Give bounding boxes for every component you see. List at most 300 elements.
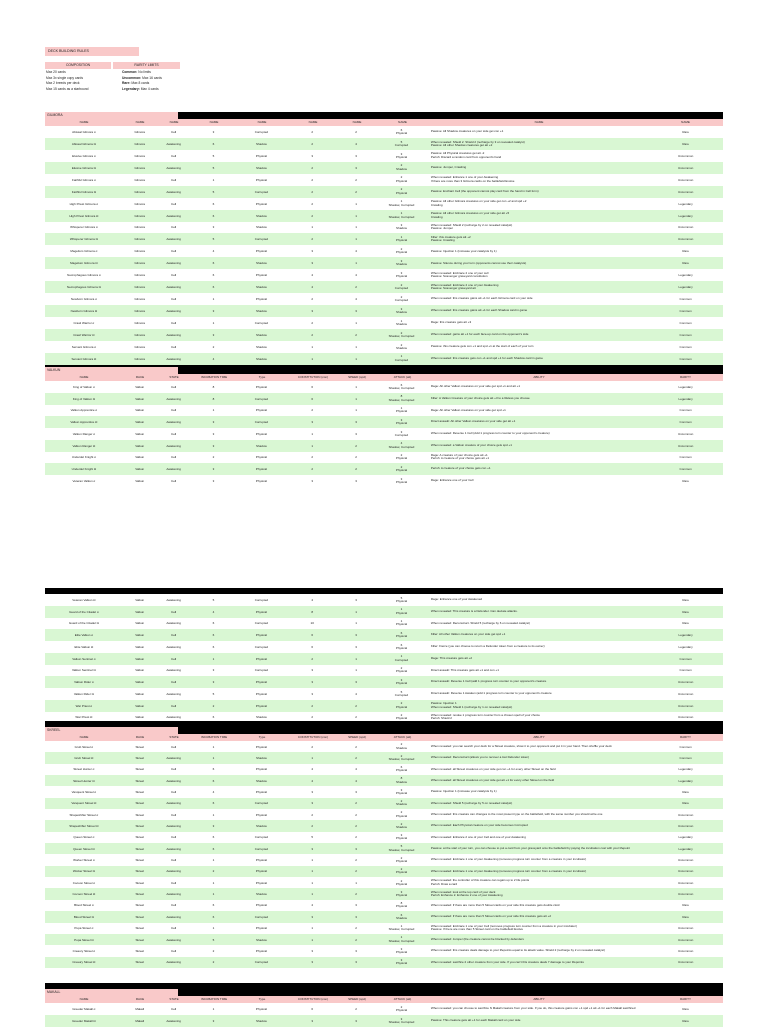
cell-race: Valkun bbox=[135, 609, 145, 614]
cell-attack: 2 Shadow bbox=[396, 164, 407, 171]
cell-type: Physical bbox=[255, 703, 267, 708]
cell-rarity: Uncommon bbox=[677, 237, 694, 242]
cell-constitution: 2 bbox=[311, 201, 314, 206]
cell-type: Corrupted bbox=[254, 835, 269, 840]
cell-ability: Passive: Jumper, Crawling bbox=[430, 166, 467, 170]
cell-name: Crawl Warrior Ω bbox=[73, 332, 95, 337]
cell-rarity: Uncommon bbox=[677, 703, 694, 708]
cell-attack: 3 Shadow, Corrupted bbox=[388, 1017, 415, 1024]
cell-name: Abissal Gilmora α bbox=[72, 129, 96, 134]
composition-list bbox=[46, 70, 112, 92]
cell-speed: 3 bbox=[355, 960, 357, 965]
cell-constitution: 1 bbox=[311, 443, 314, 448]
cell-incubation: 6 bbox=[212, 835, 215, 840]
cell-state: Cell bbox=[171, 812, 177, 817]
cell-constitution: 2 bbox=[311, 320, 314, 325]
cell-ability: Passive: All Physical creatures get att -2 Perish: Discard a random card from opponent's hand bbox=[430, 152, 502, 159]
cell-ability: When revealed: this creature gains att +1 for each Gilmora card on your side bbox=[430, 297, 533, 301]
cell-rarity: Legendary bbox=[678, 633, 693, 638]
cell-rarity: Common bbox=[679, 332, 692, 337]
cell-constitution: 3 bbox=[311, 691, 314, 696]
column-header-speed: SPEED (spd) bbox=[348, 375, 366, 379]
table-row bbox=[45, 854, 723, 865]
cell-ability: Passive: Injection 1 (increase your catalysts by 1) bbox=[430, 249, 497, 253]
cell-type: Shadow bbox=[255, 261, 267, 266]
cell-constitution: 2 bbox=[311, 715, 314, 720]
cell-type: Shadow bbox=[255, 213, 267, 218]
cell-race: Gilmora bbox=[134, 189, 145, 194]
cell-type: Shadow bbox=[255, 937, 267, 942]
cell-incubation: 6 bbox=[212, 801, 215, 806]
cell-constitution: 6 bbox=[311, 396, 314, 401]
cell-name: Veteran Valkun α bbox=[72, 478, 96, 483]
cell-race: Skreel bbox=[135, 790, 144, 795]
column-header-row bbox=[45, 996, 723, 1003]
cell-speed: 4 bbox=[355, 273, 357, 278]
cell-state: Cell bbox=[171, 129, 177, 134]
cell-state: Awakening bbox=[166, 420, 181, 425]
table-row bbox=[45, 138, 723, 150]
cell-speed: 2 bbox=[355, 467, 357, 472]
cell-speed: 4 bbox=[355, 141, 357, 146]
cell-type: Corrupted bbox=[254, 668, 269, 673]
cell-ability: Killer: Fierce (you can choose to return a Defender token from a creature to its owner) bbox=[430, 645, 545, 649]
cell-constitution: 2 bbox=[311, 177, 314, 182]
cell-type: Physical bbox=[255, 384, 267, 389]
cell-ability: Perish: A creature of your choice gets con +1 bbox=[430, 467, 491, 471]
section-label: GILMORA bbox=[45, 112, 723, 119]
cell-ability: When revealed: Each Physical creature on your side becomes Corrupted bbox=[430, 824, 528, 828]
cell-ability: Passive: All other Gilmora creatures on your side get att +5 Crawling bbox=[430, 212, 510, 219]
cell-state: Awakening bbox=[166, 937, 181, 942]
column-header-constitution: CONSTITUTION (con) bbox=[297, 375, 329, 379]
table-row bbox=[45, 162, 723, 174]
cell-name: Creaury Skreel α bbox=[72, 948, 96, 953]
table-row bbox=[45, 393, 723, 405]
cell-speed: 1 bbox=[355, 621, 357, 626]
cell-ability: Passive: All Shadow creatures on your side get con +1 bbox=[430, 130, 504, 134]
cell-speed: 1 bbox=[355, 356, 357, 361]
column-header-state: STATE bbox=[169, 997, 179, 1001]
cell-speed: 3 bbox=[355, 680, 357, 685]
cell-state: Awakening bbox=[166, 846, 181, 851]
cell-race: Skreel bbox=[135, 960, 144, 965]
cell-incubation: 6 bbox=[212, 715, 215, 720]
cell-speed: 3 bbox=[355, 790, 357, 795]
cell-state: Awakening bbox=[166, 189, 181, 194]
cell-incubation: 5 bbox=[212, 165, 215, 170]
cell-rarity: Uncommon bbox=[677, 680, 694, 685]
cell-race: Gilmora bbox=[134, 309, 145, 314]
cell-constitution: 2 bbox=[311, 824, 314, 829]
cell-attack: 3 Physical bbox=[395, 152, 408, 159]
table-row bbox=[45, 957, 723, 968]
cell-type: Physical bbox=[255, 177, 267, 182]
cell-constitution: 4 bbox=[311, 778, 314, 783]
cell-rarity: Common bbox=[679, 344, 692, 349]
cell-rarity: Uncommon bbox=[677, 926, 694, 931]
column-header-race: RACE bbox=[135, 375, 145, 379]
cell-ability: When revealed: Reconstruct. Shield 5 (recharge by 6 on revealed catalyst) bbox=[430, 621, 530, 625]
column-header-attack: NAME bbox=[398, 120, 407, 124]
cell-constitution: 2 bbox=[311, 656, 314, 661]
cell-type: Physical bbox=[255, 609, 267, 614]
cell-race: Gilmora bbox=[134, 344, 145, 349]
cell-constitution: 2 bbox=[311, 332, 314, 337]
table-row bbox=[45, 843, 723, 854]
cell-attack: 1 Shadow, Corrupted bbox=[388, 200, 415, 207]
cell-incubation: 1 bbox=[212, 744, 215, 749]
cell-ability: When revealed: sacrifice 2 other creature from your side. If you can't this creature deals 7 damage to your lifepoints bbox=[430, 960, 584, 964]
cell-race: Valkun bbox=[135, 715, 145, 720]
cell-type: Corrupted bbox=[254, 597, 269, 602]
cell-speed: 1 bbox=[355, 320, 357, 325]
cell-ability: When revealed: Shield 2 (recharge by 2 on revealed catalyst) Passive: Jumper bbox=[430, 224, 513, 231]
cell-rarity: Uncommon bbox=[677, 443, 694, 448]
cell-speed: 2 bbox=[355, 801, 357, 806]
cell-state: Awakening bbox=[166, 356, 181, 361]
cell-incubation: 1 bbox=[212, 756, 215, 761]
cell-ability: When revealed: Shield 5 (recharge by 5 on revealed catalyst) bbox=[430, 801, 513, 805]
column-header-speed: NAME bbox=[352, 120, 362, 124]
cell-name: Elite Valkun α bbox=[74, 633, 93, 638]
column-header-ability: ABILITY bbox=[533, 735, 545, 739]
cell-state: Cell bbox=[171, 431, 177, 436]
cell-type: Physical bbox=[255, 455, 267, 460]
column-header-attack: ATTACK (att) bbox=[393, 997, 412, 1001]
cell-race: Gilmora bbox=[134, 356, 145, 361]
cell-constitution: 4 bbox=[311, 597, 314, 602]
cell-state: Cell bbox=[171, 177, 177, 182]
cell-state: Cell bbox=[171, 478, 177, 483]
cell-name: Faithful Gilmora Ω bbox=[71, 189, 96, 194]
cell-incubation: 3 bbox=[212, 129, 215, 134]
cell-state: Awakening bbox=[166, 621, 181, 626]
cell-rarity: Uncommon bbox=[677, 225, 694, 230]
composition-rule: Max 15 cards as a starbound bbox=[46, 86, 89, 91]
cell-incubation: 3 bbox=[212, 309, 215, 314]
cell-ability: When revealed: Embrace 1 one of your Cell (removes progress turn counter from a creature in your incubator) Passive: If there are more than 5 Skreel card on the battlefield Evolve bbox=[430, 924, 577, 932]
cell-ability: Rage: All other Valkun creatures on your side get spd +1 bbox=[430, 408, 506, 412]
table-row bbox=[45, 245, 723, 257]
cell-state: Cell bbox=[171, 408, 177, 413]
cell-rarity: Rare bbox=[682, 914, 689, 919]
cell-ability: Passive: Enchant Cell (the opponent cannot play card from the hand in Cell form) bbox=[430, 189, 539, 193]
cell-name: Elusive Gilmora Ω bbox=[71, 165, 96, 170]
cell-speed: 4 bbox=[355, 297, 357, 302]
deck-building-rules-title: DECK BUILDING RULES bbox=[45, 47, 139, 56]
cell-incubation: 6 bbox=[212, 778, 215, 783]
table-row bbox=[45, 665, 723, 677]
cell-type: Physical bbox=[255, 408, 267, 413]
cell-type: Corrupted bbox=[254, 846, 269, 851]
column-header-race: RACE bbox=[135, 735, 145, 739]
cell-type: Physical bbox=[255, 691, 267, 696]
cell-ability: When revealed: This creature is a Defender. Can deviate attacks. bbox=[430, 609, 518, 613]
cell-speed: 2 bbox=[355, 937, 357, 942]
cell-ability: Passive: Injection 1 When revealed: Shield 1 (recharge by 1 on revealed catalyst) bbox=[430, 702, 513, 709]
cell-attack: 3 Corrupted bbox=[394, 430, 409, 437]
cell-incubation: 1 bbox=[212, 858, 215, 863]
cell-constitution: 10 bbox=[310, 621, 314, 626]
cell-constitution: 3 bbox=[311, 668, 314, 673]
cell-rarity: Uncommon bbox=[677, 177, 694, 182]
cell-type: Shadow bbox=[255, 285, 267, 290]
cell-name: Vanquent Skreel Ω bbox=[71, 801, 97, 806]
cell-state: Awakening bbox=[166, 467, 181, 472]
cell-speed: 1 bbox=[355, 225, 357, 230]
cell-attack: 2 Shadow bbox=[396, 343, 407, 350]
cell-ability: When revealed: this creature deals damage to your lifepoints equal to its attack value. Shield 2 (recharge by 2 on revealed catalyst) bbox=[430, 949, 605, 953]
cell-name: Creaury Skreel Ω bbox=[72, 960, 96, 965]
cell-type: Physical bbox=[255, 431, 267, 436]
cell-race: Valkun bbox=[135, 668, 145, 673]
cell-speed: 2 bbox=[355, 703, 357, 708]
column-header-type: Type bbox=[258, 997, 266, 1001]
cell-race: Valkun bbox=[135, 443, 145, 448]
cell-rarity: Rare bbox=[682, 249, 689, 254]
table-row bbox=[45, 210, 723, 222]
column-header-rarity: RARITY bbox=[679, 375, 691, 379]
cell-constitution: 3 bbox=[311, 680, 314, 685]
table-row bbox=[45, 866, 723, 877]
cell-ability: When revealed: Enhance 1 one of your Awakening If there are more than 3 Gilmora cards on the battlefield Evolve bbox=[430, 176, 515, 183]
cell-attack: 1 Shadow, Corrupted bbox=[388, 212, 415, 219]
cell-attack: 1 Corrupted bbox=[394, 355, 409, 362]
cell-ability: When revealed: Reconstruct (allows you to recover a lost Defender token) bbox=[430, 756, 530, 760]
table-row bbox=[45, 293, 723, 305]
cell-race: Gilmora bbox=[134, 129, 145, 134]
cell-type: Shadow bbox=[255, 824, 267, 829]
cell-race: Skreel bbox=[135, 903, 144, 908]
cell-race: Gilmora bbox=[134, 213, 145, 218]
cell-state: Awakening bbox=[166, 756, 181, 761]
cell-incubation: 6 bbox=[212, 213, 215, 218]
cell-race: Gilmora bbox=[134, 297, 145, 302]
cell-attack: 2 Shadow, Corrupted bbox=[388, 331, 415, 338]
column-header-row bbox=[45, 734, 723, 741]
cell-ability: When revealed: the controller of this creature can regain up to 2 life points Perish: Draw a card bbox=[430, 879, 530, 886]
cell-attack: 1 Shadow, Corrupted bbox=[388, 936, 415, 943]
table-row bbox=[45, 353, 723, 365]
composition-rule: Max 20 cards bbox=[46, 70, 66, 74]
cell-speed: 3 bbox=[355, 903, 357, 908]
cell-constitution: 3 bbox=[311, 153, 314, 158]
cell-type: Physical bbox=[255, 297, 267, 302]
table-row bbox=[45, 305, 723, 317]
column-header-constitution: CONSTITUTION (con) bbox=[297, 735, 329, 739]
cell-ability: Rage: Enhance one of your Awakened bbox=[430, 598, 483, 602]
cell-race: Gilmora bbox=[134, 249, 145, 254]
cell-rarity: Legendary bbox=[678, 384, 693, 389]
cell-incubation: 6 bbox=[212, 285, 215, 290]
cell-attack: 8 Shadow bbox=[396, 777, 407, 784]
cell-constitution: 2 bbox=[311, 297, 314, 302]
cell-state: Cell bbox=[171, 384, 177, 389]
cell-speed: 1 bbox=[355, 880, 357, 885]
cell-attack: 2 Physical bbox=[395, 714, 408, 721]
cell-state: Awakening bbox=[166, 141, 181, 146]
cell-name: Elite Valkun Ω bbox=[74, 644, 94, 649]
cell-state: Awakening bbox=[166, 668, 181, 673]
cell-incubation: 1 bbox=[212, 812, 215, 817]
cell-ability: Killer: A Valkun Creature of your choice gets att +3 to a lifeless you choose bbox=[430, 396, 530, 400]
cell-state: Awakening bbox=[166, 285, 181, 290]
cell-rarity: Uncommon bbox=[677, 165, 694, 170]
cell-race: Skreel bbox=[135, 767, 144, 772]
cell-rarity: Rare bbox=[682, 801, 689, 806]
cell-race: Valkun bbox=[135, 384, 145, 389]
cell-incubation: 3 bbox=[212, 420, 215, 425]
cell-constitution: 3 bbox=[311, 420, 314, 425]
column-header-name: NAME bbox=[79, 120, 89, 124]
cell-incubation: 6 bbox=[212, 846, 215, 851]
cell-ability: Passive: this creature gets con +1 and spd +1 at the start of each of your turn bbox=[430, 345, 534, 349]
cell-rarity: Uncommon bbox=[677, 960, 694, 965]
cell-constitution: 1 bbox=[311, 892, 314, 897]
section-makall bbox=[45, 989, 723, 1027]
cell-speed: 1 bbox=[355, 213, 357, 218]
cell-ability: When revealed: Embrace 1 one of your Awakening (removes progress turn counter from a creature in your incubator) bbox=[430, 869, 587, 873]
cell-constitution: 3 bbox=[311, 914, 314, 919]
cell-constitution: 1 bbox=[311, 225, 314, 230]
cell-name: Valkun Sentinel Ω bbox=[72, 668, 96, 673]
cell-ability: When revealed: gains att +1 for each face-up card on the opponent's side bbox=[430, 333, 529, 337]
cell-rarity: Common bbox=[679, 455, 692, 460]
cell-constitution: 1 bbox=[311, 937, 314, 942]
cell-rarity: Legendary bbox=[678, 835, 693, 840]
cell-constitution: 1 bbox=[311, 356, 314, 361]
cell-speed: 3 bbox=[355, 846, 357, 851]
cell-attack: 5 Corrupted bbox=[394, 690, 409, 697]
cell-state: Awakening bbox=[166, 824, 181, 829]
cell-type: Physical bbox=[255, 201, 267, 206]
cell-ability: When revealed: revoke 1 progress turn counter from a chosen spell of your choice Perish: Shield 2 bbox=[430, 713, 540, 721]
cell-incubation: 8 bbox=[212, 396, 215, 401]
column-header-type: Type bbox=[258, 375, 266, 379]
table-row bbox=[45, 945, 723, 956]
cell-attack: 1 Physical bbox=[395, 407, 408, 414]
cell-constitution: 3 bbox=[311, 960, 314, 965]
cell-ability: When revealed: Embrace 2 one of your Awakening Passive: Scavenger graveyard att bbox=[430, 283, 499, 291]
cell-race: Skreel bbox=[135, 824, 144, 829]
cell-ability: Direct assault: All other Valkun creatures on your side get att +1 bbox=[430, 420, 516, 424]
table-row bbox=[45, 440, 723, 452]
cell-rarity: Uncommon bbox=[677, 948, 694, 953]
cell-rarity: Common bbox=[679, 408, 692, 413]
cell-incubation: 6 bbox=[212, 644, 215, 649]
table-row bbox=[45, 752, 723, 763]
cell-speed: 2 bbox=[355, 858, 357, 863]
table-row bbox=[45, 923, 723, 934]
cell-incubation: 6 bbox=[212, 141, 215, 146]
column-header-ability: ABILITY bbox=[533, 997, 545, 1001]
cell-ability: When revealed: Enhance 2 one of your Cell and one of your Awakening bbox=[430, 835, 526, 839]
table-row bbox=[45, 281, 723, 293]
cell-name: Pupa Skreel α bbox=[74, 926, 94, 931]
cell-attack: 3 Physical bbox=[395, 477, 408, 484]
cell-name: Servant Gilmora α bbox=[71, 344, 96, 349]
table-row bbox=[45, 317, 723, 329]
cell-state: Cell bbox=[171, 858, 177, 863]
cell-state: Cell bbox=[171, 609, 177, 614]
rarity-limits-header: RARITY LIMITS bbox=[113, 62, 180, 69]
cell-attack: 8 Shadow, Corrupted bbox=[388, 395, 415, 402]
cell-rarity: Uncommon bbox=[677, 431, 694, 436]
cell-constitution: 2 bbox=[311, 237, 314, 242]
cell-ability: When revealed: Embrace 2 one of your cell Passive: Scavenger graveyard constitution bbox=[430, 271, 489, 279]
cell-rarity: Rare bbox=[682, 478, 689, 483]
cell-race: Makall bbox=[135, 1007, 145, 1011]
cell-state: Cell bbox=[171, 767, 177, 772]
cell-state: Awakening bbox=[166, 892, 181, 897]
cell-ability: Passive: All other Gilmora creatures on your side get con +2 and spd +2 Crawling bbox=[430, 200, 527, 207]
column-header-rarity: RARITY bbox=[679, 735, 691, 739]
cell-attack: 5 Physical bbox=[395, 596, 408, 603]
cell-race: Skreel bbox=[135, 880, 144, 885]
cell-speed: 2 bbox=[355, 926, 357, 931]
cell-rarity: Common bbox=[679, 744, 692, 749]
cell-name: Valkun Apprentice α bbox=[70, 408, 98, 413]
cell-name: Valkun Rider α bbox=[74, 680, 94, 685]
cell-attack: 6 Physical bbox=[395, 631, 408, 639]
cell-name: Cocoon Skreel α bbox=[72, 880, 95, 885]
cell-ability: When revealed: you can choose to sacrifice N Makall creature from your side. If you do, this creature gains con +1 spd +1 att +1 for each Makall sacrificed bbox=[430, 1007, 636, 1011]
cell-attack: 3 Physical bbox=[395, 834, 408, 841]
cell-rarity: Rare bbox=[682, 903, 689, 908]
cell-type: Physical bbox=[255, 767, 267, 772]
cell-constitution: 4 bbox=[311, 767, 314, 772]
cell-state: Awakening bbox=[166, 691, 181, 696]
cell-attack: 2 Physical bbox=[395, 879, 408, 886]
rarity-rule: Rare: Max 8 cards bbox=[122, 81, 150, 85]
cell-type: Physical bbox=[255, 633, 267, 638]
cell-constitution: 3 bbox=[311, 790, 314, 795]
cell-state: Cell bbox=[171, 320, 177, 325]
cell-constitution: 1 bbox=[311, 926, 314, 931]
cell-race: Gilmora bbox=[134, 153, 145, 158]
cell-incubation: 2 bbox=[212, 344, 215, 349]
cell-state: Awakening bbox=[166, 960, 181, 965]
cell-rarity: Legendary bbox=[678, 213, 693, 218]
cell-name: Abissal Gilmora Ω bbox=[71, 141, 96, 146]
cell-type: Physical bbox=[255, 467, 267, 472]
cell-race: Gilmora bbox=[134, 273, 145, 278]
cell-state: Cell bbox=[171, 744, 177, 749]
table-row bbox=[45, 900, 723, 911]
cell-constitution: 2 bbox=[311, 455, 314, 460]
cell-type: Corrupted bbox=[254, 960, 269, 965]
cell-speed: 1 bbox=[355, 668, 357, 673]
cell-constitution: 2 bbox=[311, 213, 314, 218]
cell-state: Cell bbox=[171, 153, 177, 158]
cell-constitution: 3 bbox=[311, 948, 314, 953]
cell-constitution: 1 bbox=[311, 858, 314, 863]
cell-ability: When revealed: all Skreel creatures on your side get att +1 for every other Skreel on the field bbox=[430, 779, 555, 782]
cell-race: Skreel bbox=[135, 869, 144, 874]
cell-type: Physical bbox=[255, 249, 267, 254]
cell-attack: 2 Physical bbox=[395, 454, 408, 461]
cell-attack: 3 Shadow bbox=[396, 224, 407, 231]
cell-name: Whisperer Gilmora Ω bbox=[69, 237, 98, 242]
cell-rarity: Common bbox=[679, 356, 692, 361]
cell-race: Skreel bbox=[135, 801, 144, 806]
cell-state: Cell bbox=[171, 790, 177, 795]
rarity-rule: Uncommon: Max 16 cards bbox=[122, 75, 162, 80]
cell-speed: 3 bbox=[355, 633, 357, 638]
cell-ability: Direct assault: This creature gets att +1 and con +1 bbox=[430, 668, 499, 672]
cell-constitution: 5 bbox=[311, 835, 314, 840]
